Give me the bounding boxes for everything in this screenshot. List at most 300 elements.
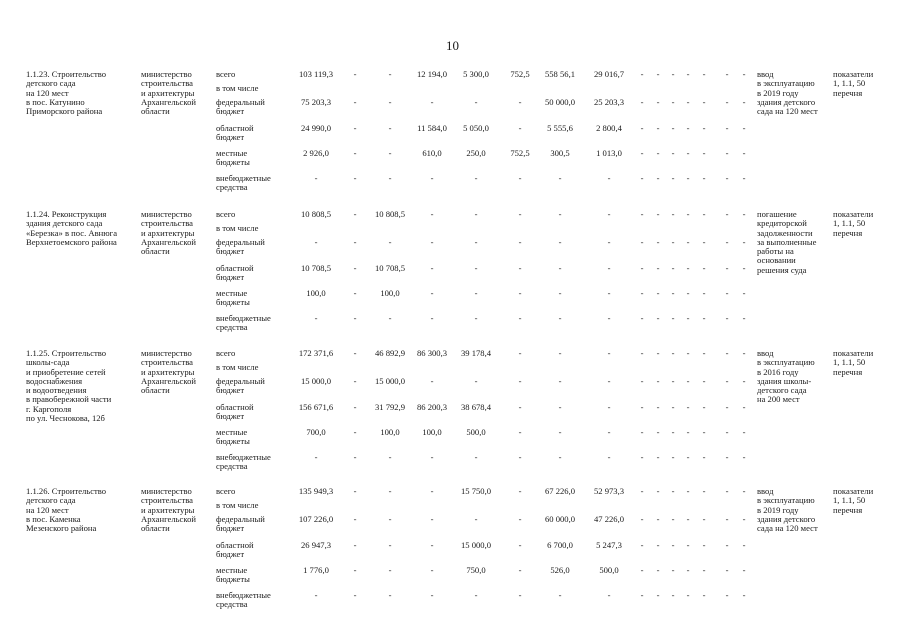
funding-value: - (474, 173, 478, 183)
funding-value: - (742, 173, 746, 183)
funding-value: 47 226,0 (593, 514, 625, 524)
funding-source-label: внебюджетные средства (216, 173, 271, 193)
project-indicator: показатели 1, 1.1, 50 перечня (833, 209, 874, 238)
project-indicator: показатели 1, 1.1, 50 перечня (833, 348, 874, 377)
funding-value: - (702, 173, 706, 183)
funding-source-label: внебюджетные средства (216, 590, 271, 610)
project-result: ввод в эксплуатацию в 2016 году здания школы- детского сада на 200 мест (757, 348, 815, 405)
funding-value: - (430, 376, 434, 386)
funding-value: - (388, 486, 392, 496)
funding-source-label: федеральный бюджет (216, 237, 265, 257)
funding-value: 60 000,0 (544, 514, 576, 524)
funding-value: 135 949,3 (298, 486, 334, 496)
funding-value: - (430, 173, 434, 183)
funding-value: 15 750,0 (460, 486, 492, 496)
funding-value: - (742, 313, 746, 323)
funding-value: - (388, 313, 392, 323)
funding-source-label: областной бюджет (216, 123, 254, 143)
funding-source-label: федеральный бюджет (216, 376, 265, 396)
funding-value: 29 016,7 (593, 69, 625, 79)
funding-row (0, 289, 905, 309)
funding-value: - (430, 540, 434, 550)
funding-value: - (640, 540, 644, 550)
funding-row (0, 566, 905, 586)
funding-value: - (656, 209, 660, 219)
funding-value: - (725, 173, 729, 183)
funding-value: - (640, 452, 644, 462)
funding-value: 172 371,6 (298, 348, 334, 358)
funding-source-label: областной бюджет (216, 402, 254, 422)
funding-value: - (671, 97, 675, 107)
funding-value: - (725, 148, 729, 158)
funding-value: 86 200,3 (416, 402, 448, 412)
funding-value: - (742, 348, 746, 358)
funding-value: - (640, 173, 644, 183)
funding-value: - (607, 288, 611, 298)
funding-value: - (474, 376, 478, 386)
funding-value: - (640, 313, 644, 323)
funding-value: - (640, 590, 644, 600)
funding-value: - (742, 565, 746, 575)
project-name: 1.1.26. Строительство детского сада на 120 мест в пос. Каменка Мезенского района (26, 486, 107, 534)
funding-value: 10 808,5 (300, 209, 332, 219)
funding-source-label: в том числе (216, 83, 259, 93)
funding-value: - (607, 402, 611, 412)
project-name: 1.1.23. Строительство детского сада на 120 мест в пос. Катунино Приморского района (26, 69, 107, 117)
funding-value: - (742, 69, 746, 79)
funding-value: 15 000,0 (300, 376, 332, 386)
funding-value: 15 000,0 (460, 540, 492, 550)
project-executor: министерство строительства и архитектуры Архангельской области (141, 348, 196, 396)
funding-value: - (742, 486, 746, 496)
project-block (0, 487, 905, 617)
funding-value: - (640, 427, 644, 437)
funding-value: 558 56,1 (544, 69, 576, 79)
funding-value: - (656, 348, 660, 358)
funding-value: - (388, 237, 392, 247)
funding-source-label: внебюджетные средства (216, 313, 271, 333)
funding-value: - (430, 209, 434, 219)
funding-value: - (607, 348, 611, 358)
funding-row (0, 264, 905, 284)
funding-value: - (430, 263, 434, 273)
funding-value: - (702, 97, 706, 107)
funding-value: 103 119,3 (298, 69, 334, 79)
funding-value: - (607, 427, 611, 437)
funding-value: - (430, 452, 434, 462)
funding-value: 100,0 (422, 427, 442, 437)
funding-row (0, 98, 905, 118)
funding-value: - (353, 590, 357, 600)
funding-value: 156 671,6 (298, 402, 334, 412)
funding-value: - (353, 173, 357, 183)
funding-value: - (686, 209, 690, 219)
funding-value: - (686, 486, 690, 496)
funding-value: - (725, 209, 729, 219)
funding-value: - (656, 263, 660, 273)
funding-row (0, 541, 905, 561)
project-block (0, 349, 905, 479)
funding-value: - (518, 565, 522, 575)
funding-value: - (518, 288, 522, 298)
funding-value: - (640, 123, 644, 133)
funding-value: - (742, 514, 746, 524)
funding-value: - (656, 237, 660, 247)
funding-value: 10 808,5 (374, 209, 406, 219)
funding-value: - (353, 427, 357, 437)
funding-value: - (671, 123, 675, 133)
funding-value: - (671, 427, 675, 437)
funding-value: - (518, 123, 522, 133)
funding-value: - (474, 590, 478, 600)
funding-value: - (558, 427, 562, 437)
funding-value: - (656, 452, 660, 462)
funding-value: - (640, 565, 644, 575)
funding-value: - (725, 427, 729, 437)
funding-source-label: всего (216, 69, 236, 79)
funding-value: - (474, 313, 478, 323)
funding-value: - (671, 376, 675, 386)
funding-value: - (742, 590, 746, 600)
funding-value: - (558, 590, 562, 600)
funding-value: - (518, 237, 522, 247)
funding-source-label: местные бюджеты (216, 288, 250, 308)
funding-value: - (558, 376, 562, 386)
funding-value: - (725, 540, 729, 550)
funding-source-label: в том числе (216, 223, 259, 233)
funding-value: - (353, 348, 357, 358)
funding-value: - (742, 402, 746, 412)
funding-value: - (686, 313, 690, 323)
funding-value: - (686, 348, 690, 358)
funding-value: 39 178,4 (460, 348, 492, 358)
funding-value: - (656, 148, 660, 158)
funding-value: - (725, 565, 729, 575)
funding-value: - (558, 173, 562, 183)
funding-value: - (702, 486, 706, 496)
funding-value: 500,0 (599, 565, 619, 575)
funding-value: - (640, 348, 644, 358)
funding-value: 5 247,3 (596, 540, 622, 550)
funding-value: - (725, 69, 729, 79)
funding-value: - (430, 313, 434, 323)
funding-value: - (388, 540, 392, 550)
funding-value: - (640, 97, 644, 107)
funding-value: 500,0 (466, 427, 486, 437)
funding-source-label: в том числе (216, 500, 259, 510)
funding-value: - (353, 69, 357, 79)
funding-value: - (518, 173, 522, 183)
funding-value: 100,0 (306, 288, 326, 298)
funding-value: - (353, 263, 357, 273)
funding-value: - (430, 288, 434, 298)
funding-row (0, 515, 905, 535)
funding-value: - (558, 348, 562, 358)
funding-value: - (518, 209, 522, 219)
funding-value: - (656, 540, 660, 550)
funding-value: 11 584,0 (417, 123, 447, 133)
funding-value: - (742, 540, 746, 550)
funding-value: - (314, 452, 318, 462)
funding-value: 100,0 (380, 427, 400, 437)
funding-value: - (558, 452, 562, 462)
funding-value: - (388, 97, 392, 107)
funding-value: - (686, 514, 690, 524)
funding-value: - (518, 514, 522, 524)
funding-source-label: внебюджетные средства (216, 452, 271, 472)
funding-value: - (640, 237, 644, 247)
funding-source-label: федеральный бюджет (216, 97, 265, 117)
funding-source-label: всего (216, 486, 236, 496)
funding-value: - (474, 237, 478, 247)
project-executor: министерство строительства и архитектуры Архангельской области (141, 486, 196, 534)
funding-value: - (353, 97, 357, 107)
funding-value: - (702, 348, 706, 358)
funding-value: - (640, 402, 644, 412)
funding-value: - (314, 313, 318, 323)
funding-source-label: местные бюджеты (216, 565, 250, 585)
funding-value: - (388, 173, 392, 183)
funding-value: - (518, 97, 522, 107)
funding-value: - (518, 590, 522, 600)
funding-value: - (742, 123, 746, 133)
funding-value: - (656, 514, 660, 524)
funding-value: - (558, 313, 562, 323)
funding-value: 15 000,0 (374, 376, 406, 386)
funding-value: 67 226,0 (544, 486, 576, 496)
funding-value: - (656, 69, 660, 79)
funding-value: - (518, 486, 522, 496)
funding-value: - (686, 148, 690, 158)
funding-value: - (353, 540, 357, 550)
funding-value: - (640, 288, 644, 298)
funding-value: - (742, 148, 746, 158)
funding-value: - (607, 209, 611, 219)
funding-value: 31 792,9 (374, 402, 406, 412)
funding-value: - (430, 514, 434, 524)
funding-value: - (686, 173, 690, 183)
funding-value: - (686, 376, 690, 386)
funding-value: - (725, 486, 729, 496)
funding-value: - (474, 452, 478, 462)
funding-value: - (558, 402, 562, 412)
funding-value: 10 708,5 (300, 263, 332, 273)
funding-value: 5 300,0 (463, 69, 489, 79)
funding-value: - (671, 590, 675, 600)
funding-value: - (702, 313, 706, 323)
funding-row (0, 428, 905, 448)
project-result: ввод в эксплуатацию в 2019 году здания детского сада на 120 мест (757, 486, 818, 534)
funding-row (0, 453, 905, 473)
funding-source-label: местные бюджеты (216, 427, 250, 447)
funding-value: - (686, 402, 690, 412)
funding-value: - (607, 376, 611, 386)
funding-value: - (314, 173, 318, 183)
funding-value: - (742, 237, 746, 247)
funding-value: 46 892,9 (374, 348, 406, 358)
funding-value: - (725, 590, 729, 600)
funding-value: - (702, 237, 706, 247)
funding-value: - (702, 123, 706, 133)
funding-value: - (314, 590, 318, 600)
funding-value: - (388, 123, 392, 133)
funding-value: - (388, 69, 392, 79)
funding-value: - (702, 452, 706, 462)
funding-value: - (518, 402, 522, 412)
funding-value: - (656, 486, 660, 496)
funding-value: 38 678,4 (460, 402, 492, 412)
funding-value: - (671, 540, 675, 550)
funding-value: - (518, 348, 522, 358)
project-block (0, 70, 905, 200)
funding-value: - (725, 288, 729, 298)
funding-value: - (640, 263, 644, 273)
funding-value: - (686, 123, 690, 133)
funding-value: - (725, 263, 729, 273)
funding-value: 2 926,0 (303, 148, 329, 158)
funding-value: - (725, 313, 729, 323)
funding-value: 10 708,5 (374, 263, 406, 273)
funding-value: - (353, 565, 357, 575)
funding-value: - (702, 148, 706, 158)
funding-value: - (430, 237, 434, 247)
funding-value: - (474, 288, 478, 298)
funding-value: - (725, 402, 729, 412)
funding-value: - (742, 263, 746, 273)
funding-value: - (671, 452, 675, 462)
funding-value: - (725, 348, 729, 358)
funding-value: - (686, 237, 690, 247)
funding-value: - (742, 288, 746, 298)
funding-value: - (656, 565, 660, 575)
funding-value: 1 776,0 (303, 565, 329, 575)
funding-value: - (656, 173, 660, 183)
funding-value: - (725, 376, 729, 386)
funding-value: 1 013,0 (596, 148, 622, 158)
funding-value: - (671, 313, 675, 323)
funding-row (0, 377, 905, 397)
funding-value: - (640, 209, 644, 219)
funding-value: - (388, 514, 392, 524)
funding-value: - (725, 97, 729, 107)
funding-source-label: в том числе (216, 362, 259, 372)
funding-value: - (607, 590, 611, 600)
funding-value: - (474, 263, 478, 273)
funding-value: - (725, 123, 729, 133)
funding-value: - (640, 376, 644, 386)
funding-value: - (671, 237, 675, 247)
funding-value: - (353, 313, 357, 323)
funding-value: 250,0 (466, 148, 486, 158)
funding-value: - (353, 288, 357, 298)
funding-value: - (671, 173, 675, 183)
funding-value: - (388, 148, 392, 158)
funding-value: - (702, 514, 706, 524)
funding-value: 752,5 (510, 69, 530, 79)
funding-value: - (671, 263, 675, 273)
funding-value: 86 300,3 (416, 348, 448, 358)
funding-value: - (518, 376, 522, 386)
funding-row (0, 314, 905, 334)
funding-value: - (474, 209, 478, 219)
funding-row (0, 174, 905, 194)
funding-value: - (353, 514, 357, 524)
funding-value: - (686, 263, 690, 273)
funding-value: - (353, 209, 357, 219)
funding-source-label: областной бюджет (216, 263, 254, 283)
funding-value: - (518, 313, 522, 323)
funding-value: - (430, 565, 434, 575)
funding-value: - (671, 486, 675, 496)
funding-value: - (353, 123, 357, 133)
project-name: 1.1.25. Строительство школы-сада и приобретение сетей водоснабжения и водоотведения в правобережной части г. Каргополя по ул. Чеснокова, 12б (26, 348, 112, 424)
funding-value: - (353, 452, 357, 462)
funding-row (0, 124, 905, 144)
funding-value: - (725, 514, 729, 524)
funding-row (0, 591, 905, 611)
funding-value: 12 194,0 (416, 69, 448, 79)
funding-value: 52 973,3 (593, 486, 625, 496)
funding-value: - (702, 565, 706, 575)
funding-value: 700,0 (306, 427, 326, 437)
funding-value: 526,0 (550, 565, 570, 575)
funding-value: - (671, 514, 675, 524)
funding-value: - (656, 590, 660, 600)
funding-value: - (656, 123, 660, 133)
funding-value: - (558, 263, 562, 273)
funding-value: 100,0 (380, 288, 400, 298)
funding-value: - (518, 452, 522, 462)
funding-value: 5 050,0 (463, 123, 489, 133)
funding-value: - (702, 263, 706, 273)
funding-value: - (353, 402, 357, 412)
funding-value: - (671, 209, 675, 219)
funding-value: - (388, 590, 392, 600)
project-executor: министерство строительства и архитектуры Архангельской области (141, 209, 196, 257)
funding-value: - (656, 427, 660, 437)
funding-value: 2 800,4 (596, 123, 622, 133)
funding-value: - (656, 97, 660, 107)
funding-row (0, 238, 905, 258)
funding-value: - (353, 148, 357, 158)
project-result: погашение кредиторской задолженности за выполненные работы на основании решения суда (757, 209, 817, 275)
funding-source-label: всего (216, 209, 236, 219)
funding-value: - (558, 288, 562, 298)
funding-value: 75 203,3 (300, 97, 332, 107)
funding-value: - (686, 288, 690, 298)
funding-value: - (725, 237, 729, 247)
funding-value: - (686, 69, 690, 79)
funding-value: - (742, 427, 746, 437)
funding-value: - (702, 590, 706, 600)
funding-value: 300,5 (550, 148, 570, 158)
funding-value: - (656, 402, 660, 412)
funding-value: - (702, 427, 706, 437)
page-number: 10 (446, 38, 459, 53)
funding-value: - (686, 540, 690, 550)
funding-row (0, 403, 905, 423)
funding-value: 5 555,6 (547, 123, 573, 133)
funding-value: - (656, 288, 660, 298)
funding-value: - (742, 97, 746, 107)
funding-value: - (607, 173, 611, 183)
funding-value: - (671, 348, 675, 358)
funding-value: - (640, 514, 644, 524)
funding-value: - (671, 288, 675, 298)
funding-value: 610,0 (422, 148, 442, 158)
funding-value: 750,0 (466, 565, 486, 575)
funding-value: - (702, 288, 706, 298)
